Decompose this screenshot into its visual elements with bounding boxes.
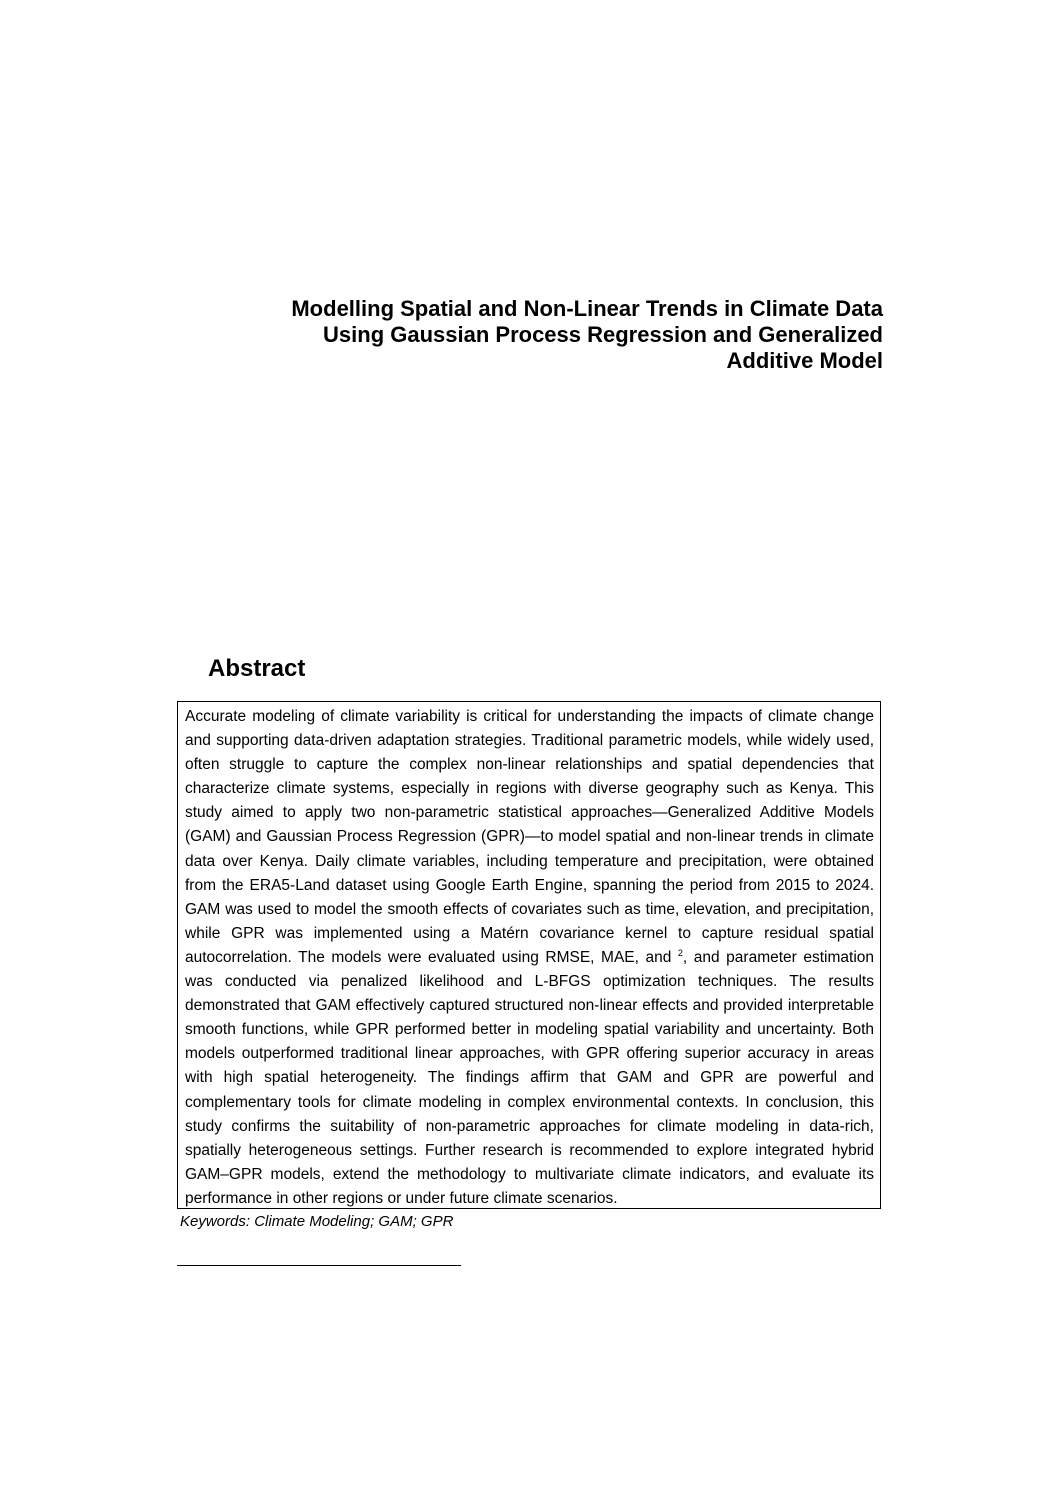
abstract-superscript: 2 bbox=[677, 947, 683, 958]
keywords: Keywords: Climate Modeling; GAM; GPR bbox=[180, 1213, 454, 1230]
paper-title-line-2: Using Gaussian Process Regression and Generalized bbox=[323, 322, 883, 347]
paper-title-line-1: Modelling Spatial and Non-Linear Trends in Climate Data bbox=[291, 296, 883, 321]
abstract-text bbox=[185, 705, 874, 1211]
paper-title bbox=[150, 296, 883, 374]
abstract-heading: Abstract bbox=[208, 655, 306, 682]
paper-title-line-3: Additive Model bbox=[726, 348, 883, 373]
abstract-box bbox=[177, 701, 881, 1209]
abstract-text-part-2: , and parameter estimation was conducted via penalized likelihood and L-BFGS optimization techniques. The results demonstrated that GAM effectively captured structured non-linear effects and provided interpretable smooth functions, while GPR performed better in modeling spatial variability and uncertainty. Both models outperformed traditional linear approaches, with GPR offering superior accuracy in areas with high spatial heterogeneity. The findings affirm that GAM and GPR are powerful and complementary tools for climate modeling in complex environmental contexts. In conclusion, this study confirms the suitability of non-parametric approaches for climate modeling in data-rich, spatially heterogeneous settings. Further research is recommended to explore integrated hybrid GAM–GPR models, extend the methodology to multivariate climate indicators, and evaluate its performance in other regions or under future climate scenarios. bbox=[185, 948, 875, 1207]
footnote-divider bbox=[177, 1265, 461, 1266]
abstract-text-part-1: Accurate modeling of climate variability is critical for understanding the impacts of climate change and supporting data-driven adaptation strategies. Traditional parametric models, while widely used, often struggle to capture the complex non-linear relationships and spatial dependencies that characterize climate systems, especially in regions with diverse geography such as Kenya. This study aimed to apply two non-parametric statistical approaches—Generalized Additive Models (GAM) and Gaussian Process Regression (GPR)—to model spatial and non-linear trends in climate data over Kenya. Daily climate variables, including temperature and precipitation, were obtained from the ERA5-Land dataset using Google Earth Engine, spanning the period from 2015 to 2024. GAM was used to model the smooth effects of covariates such as time, elevation, and precipitation, while GPR was implemented using a Matérn covariance kernel to capture residual spatial autocorrelation. The models were evaluated using RMSE, MAE, and bbox=[185, 708, 874, 966]
